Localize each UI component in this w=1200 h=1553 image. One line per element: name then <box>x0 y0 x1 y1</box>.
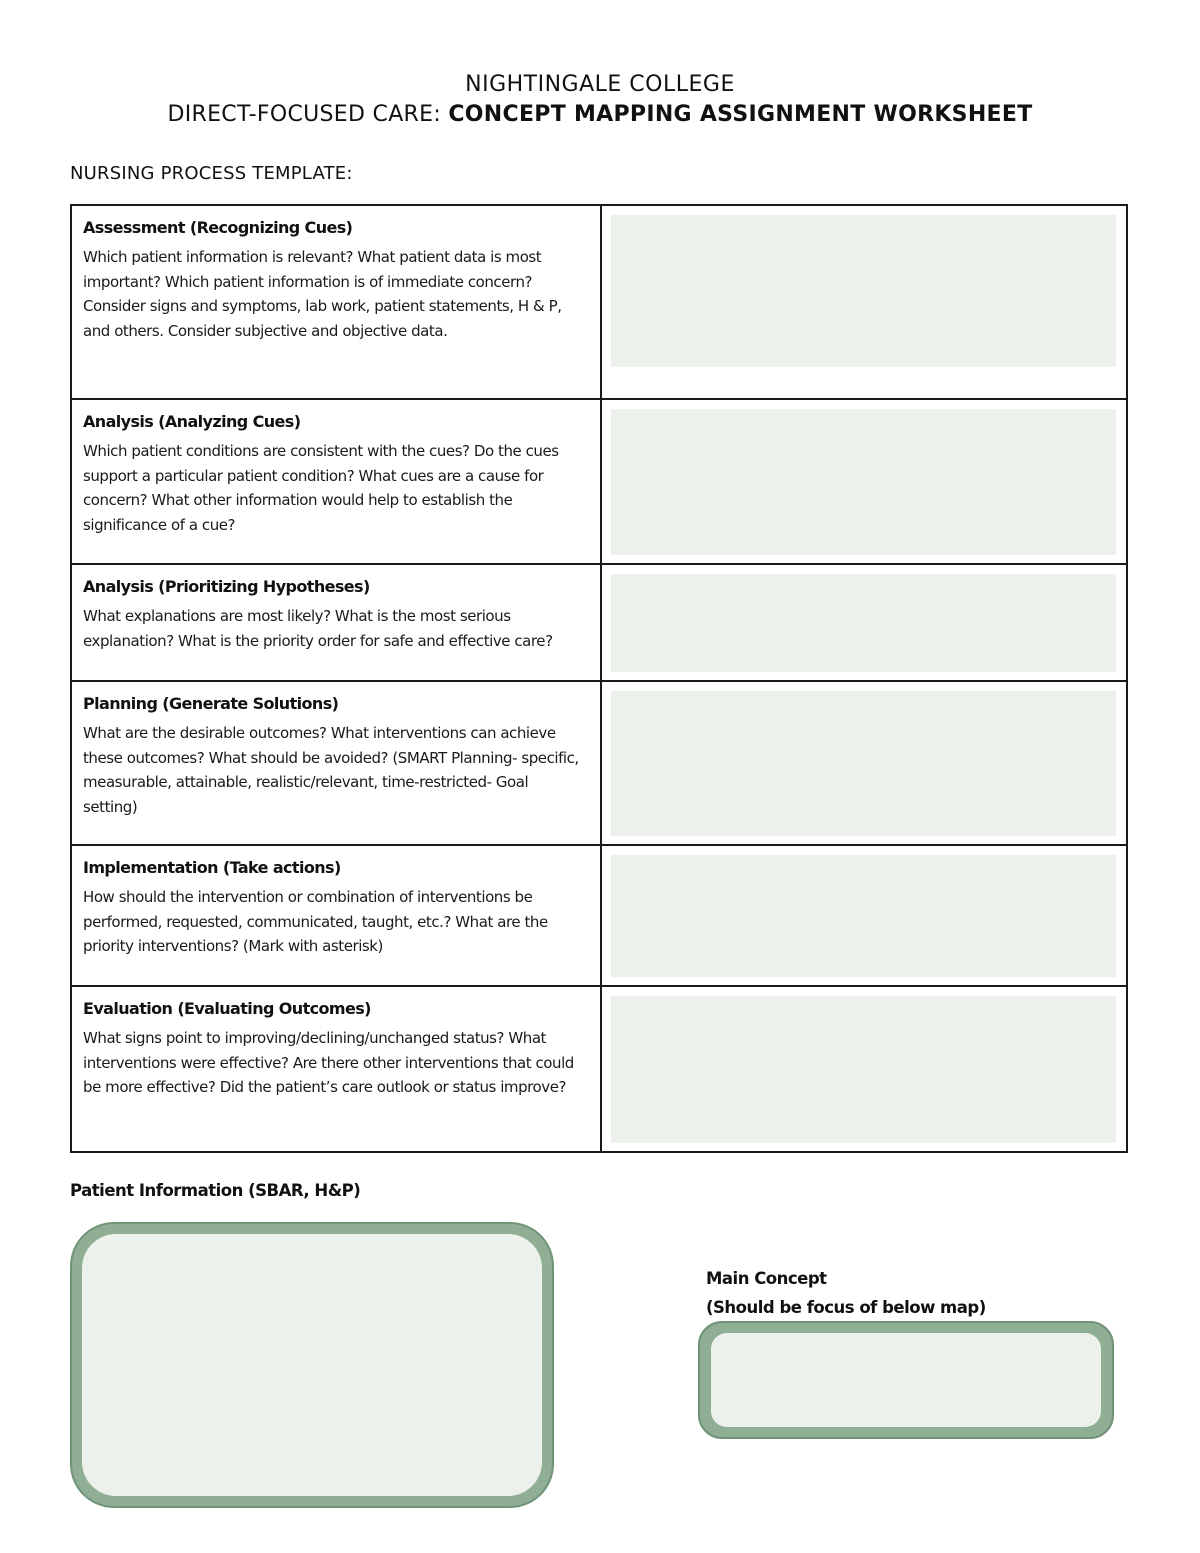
title-prefix: DIRECT-FOCUSED CARE: <box>167 102 449 127</box>
answer-cell <box>602 400 1126 563</box>
answer-cell <box>602 987 1126 1151</box>
answer-cell <box>602 206 1126 398</box>
prioritizing-hypotheses-answer-field[interactable] <box>611 574 1116 672</box>
table-row-analyzing-cues <box>72 400 1126 565</box>
patient-info-label: Patient Information (SBAR, H&P) <box>70 1181 361 1200</box>
table-row-assessment <box>72 206 1126 400</box>
row-description: What signs point to improving/declining/unchanged status? What interventions were effective? Are there other interventions that could be more effective? Did the patient’s care outlook or status improve? <box>83 1029 574 1096</box>
row-title: Analysis (Prioritizing Hypotheses) <box>83 577 370 596</box>
row-title: Evaluation (Evaluating Outcomes) <box>83 999 371 1018</box>
row-description: Which patient conditions are consistent with the cues? Do the cues support a particular patient condition? What cues are a cause for concern? What other information would help to establish the significance of a cue? <box>83 442 559 534</box>
document-header <box>0 70 1200 130</box>
assessment-answer-field[interactable] <box>611 215 1116 367</box>
row-title: Analysis (Analyzing Cues) <box>83 412 301 431</box>
table-row-planning <box>72 682 1126 846</box>
answer-cell <box>602 682 1126 844</box>
prompt-cell <box>72 400 602 563</box>
analyzing-cues-answer-field[interactable] <box>611 409 1116 555</box>
answer-cell <box>602 846 1126 985</box>
row-title: Planning (Generate Solutions) <box>83 694 339 713</box>
main-concept-field[interactable] <box>711 1333 1101 1427</box>
main-concept-hint: (Should be focus of below map) <box>706 1298 986 1317</box>
document-title <box>0 100 1200 130</box>
prompt-cell <box>72 987 602 1151</box>
title-bold: CONCEPT MAPPING ASSIGNMENT WORKSHEET <box>448 102 1033 127</box>
row-title: Assessment (Recognizing Cues) <box>83 218 353 237</box>
main-concept-box <box>698 1321 1114 1439</box>
evaluation-answer-field[interactable] <box>611 996 1116 1143</box>
row-title: Implementation (Take actions) <box>83 858 341 877</box>
answer-cell <box>602 565 1126 680</box>
row-description: How should the intervention or combination of interventions be performed, requested, communicated, taught, etc.? What are the priority interventions? (Mark with asterisk) <box>83 888 548 955</box>
table-row-prioritizing-hypotheses <box>72 565 1126 682</box>
table-row-implementation <box>72 846 1126 987</box>
prompt-cell <box>72 846 602 985</box>
row-description: What are the desirable outcomes? What interventions can achieve these outcomes? What should be avoided? (SMART Planning- specific, measurable, attainable, realistic/relevant, time-restricted- Goal setting) <box>83 724 579 816</box>
patient-info-box <box>70 1222 554 1508</box>
template-label: NURSING PROCESS TEMPLATE: <box>70 163 353 184</box>
patient-info-field[interactable] <box>82 1234 542 1496</box>
implementation-answer-field[interactable] <box>611 855 1116 977</box>
college-name: NIGHTINGALE COLLEGE <box>465 72 735 97</box>
table-row-evaluation <box>72 987 1126 1151</box>
main-concept-label <box>706 1264 986 1322</box>
row-description: Which patient information is relevant? What patient data is most important? Which patient information is of immediate concern? Consider signs and symptoms, lab work, patient statements, H & P, and others. Consider subjective and objective data. <box>83 248 562 340</box>
main-concept-title: Main Concept <box>706 1269 827 1288</box>
prompt-cell <box>72 682 602 844</box>
nursing-process-table <box>70 204 1128 1153</box>
planning-answer-field[interactable] <box>611 691 1116 836</box>
row-description: What explanations are most likely? What is the most serious explanation? What is the priority order for safe and effective care? <box>83 607 553 650</box>
prompt-cell <box>72 565 602 680</box>
prompt-cell <box>72 206 602 398</box>
